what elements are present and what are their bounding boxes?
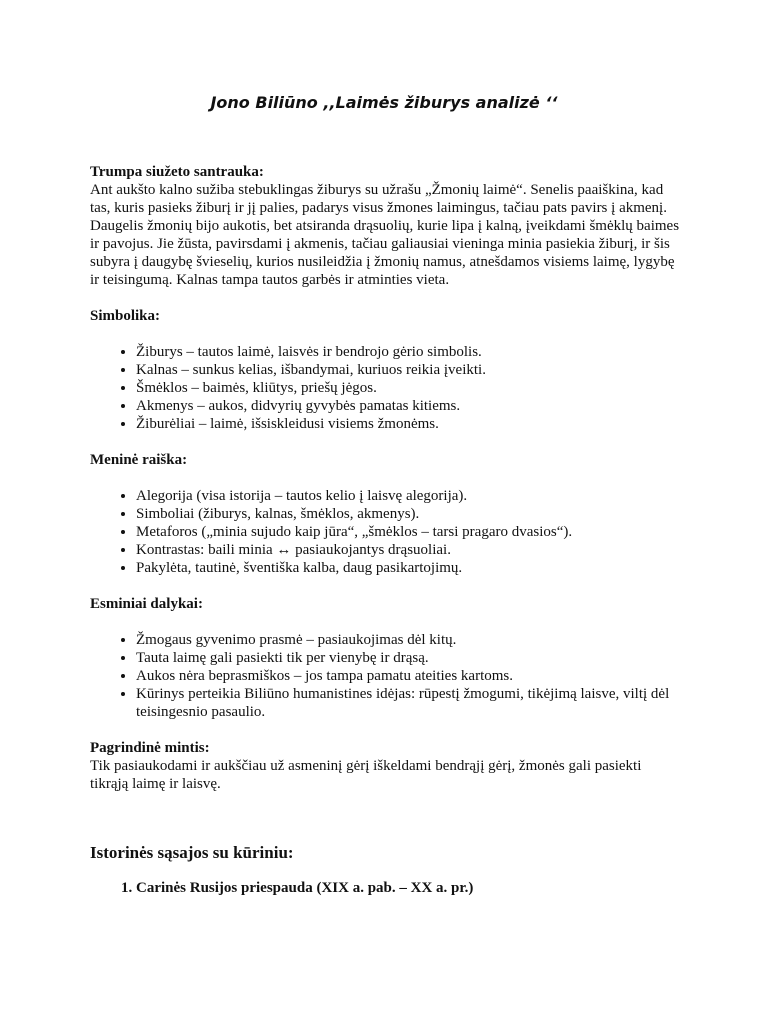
list-item: • Metaforos („minia sujudo kaip jūra“, „šmėklos – tarsi pragaro dvasios“). <box>136 523 680 541</box>
document-title: Jono Biliūno ,,Laimės žiburys analizė ‘‘ <box>210 93 558 112</box>
list-item: • Aukos nėra beprasmiškos – jos tampa pamatu ateities kartoms. <box>136 667 680 685</box>
list-item: 1. Carinės Rusijos priespauda (XIX a. pab. – XX a. pr.) <box>136 879 680 897</box>
symbolism-section <box>90 307 680 433</box>
main-idea-heading: Pagrindinė mintis: <box>90 740 210 756</box>
history-list <box>90 879 680 897</box>
list-item: • Pakylėta, tautinė, šventiška kalba, daug pasikartojimų. <box>136 559 680 577</box>
themes-section <box>90 595 680 721</box>
history-heading: Istorinės sąsajos su kūriniu: <box>90 843 294 862</box>
symbolism-heading: Simbolika: <box>90 308 161 324</box>
list-item: • Žmogaus gyvenimo prasmė – pasiaukojimas dėl kitų. <box>136 631 680 649</box>
themes-heading: Esminiai dalykai: <box>90 596 203 612</box>
list-item: • Alegorija (visa istorija – tautos kelio į laisvę alegorija). <box>136 487 680 505</box>
artistic-section <box>90 451 680 577</box>
list-item: • Simboliai (žiburys, kalnas, šmėklos, akmenys). <box>136 505 680 523</box>
list-item: • Šmėklos – baimės, kliūtys, priešų jėgos. <box>136 379 680 397</box>
list-item: • Kalnas – sunkus kelias, išbandymai, kuriuos reikia įveikti. <box>136 361 680 379</box>
summary-heading: Trumpa siužeto santrauka: <box>90 164 264 180</box>
list-item: • Žiburys – tautos laimė, laisvės ir bendrojo gėrio simbolis. <box>136 343 680 361</box>
list-item: • Akmenys – aukos, didvyrių gyvybės pamatas kitiems. <box>136 397 680 415</box>
summary-text: Ant aukšto kalno sužiba stebuklingas žiburys su užrašu „Žmonių laimė“. Senelis paaiškina, kad tas, kuris pasieks žiburį ir jį palies, padarys visus žmones laimingus, tačiau pats pavirs į akmenį. Daugelis žmonių bijo aukotis, bet atsiranda drąsuolių, kurie lipa į kalną, įveikdami šmėklų baimes ir pavojus. Jie žūsta, pavirsdami į akmenis, tačiau galiausiai vieninga minia pasiekia žiburį, ir šis subyra į daugybę švieselių, kurios nusileidžia į žmonių namus, atnešdamos visiems laimę, lygybę ir teisingumą. Kalnas tampa tautos garbės ir atminties vieta. <box>90 182 680 288</box>
summary-section <box>90 163 680 289</box>
main-idea-section <box>90 739 680 793</box>
list-item: • Kontrastas: baili minia ↔ pasiaukojantys drąsuoliai. <box>136 541 680 559</box>
themes-list <box>90 631 680 721</box>
list-item: • Tauta laimę gali pasiekti tik per vienybę ir drąsą. <box>136 649 680 667</box>
document-body <box>90 163 680 897</box>
symbolism-list <box>90 343 680 433</box>
list-item: • Žiburėliai – laimė, išsiskleidusi visiems žmonėms. <box>136 415 680 433</box>
main-idea-text: Tik pasiaukodami ir aukščiau už asmeninį gėrį iškeldami bendrąjį gėrį, žmonės gali pasiekti tikrąją laimę ir laisvę. <box>90 758 642 792</box>
history-section <box>90 843 680 897</box>
list-item: • Kūrinys perteikia Biliūno humanistines idėjas: rūpestį žmogumi, tikėjimą laisve, viltį dėl teisingesnio pasaulio. <box>136 685 680 721</box>
artistic-heading: Meninė raiška: <box>90 452 188 468</box>
artistic-list <box>90 487 680 577</box>
